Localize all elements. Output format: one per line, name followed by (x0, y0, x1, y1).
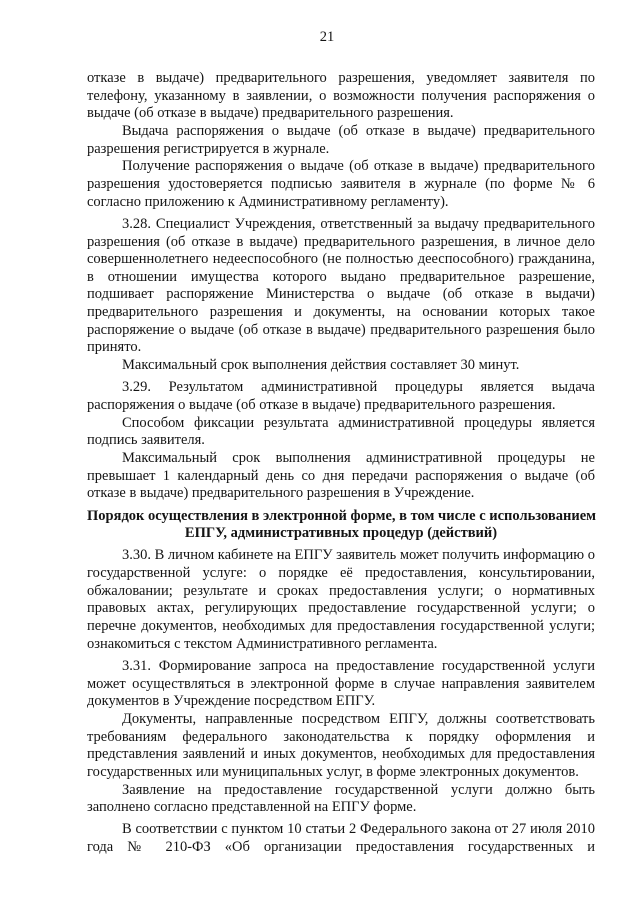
text-line: года № 210-ФЗ «Об организации предоставления государственных и (87, 839, 595, 856)
text-line: перечне документов, необходимых для предоставления государственной услуги; (87, 618, 595, 635)
text-line: государственных или муниципальных услуг, в форме электронных документов. (87, 763, 579, 780)
text-line: может осуществляться в электронной форме в случае направления заявителем (87, 675, 595, 692)
text-line: телефону, указанному в заявлении, о возможности получения распоряжения о (87, 87, 595, 104)
paragraph-3-29 (87, 379, 595, 414)
paragraph (87, 450, 595, 503)
text-line: превышает 1 календарный день со дня передачи распоряжения о выдаче (об (87, 467, 595, 484)
text-line: 3.30. В личном кабинете на ЕПГУ заявитель может получить информацию о (122, 547, 595, 564)
text-line: согласно приложению к Административному регламенту). (87, 193, 449, 210)
paragraph (87, 782, 595, 817)
text-line: в отношении имущества которого выдано предварительное разрешение, (87, 268, 595, 285)
section-heading (87, 508, 595, 543)
text-line: разрешения (об отказе в выдаче) предварительного разрешения, в личное дело (87, 233, 595, 250)
text-line: распоряжения о выдаче (об отказе в выдаче) предварительного разрешения. (87, 397, 556, 413)
text-line: обжаловании; результате и сроках предоставления услуги; о нормативных (87, 582, 595, 599)
page-number: 21 (319, 29, 335, 45)
text-line: совершеннолетнего недееспособного (не полностью дееспособного) гражданина, (87, 251, 595, 268)
text-line: документов в Учреждение посредством ЕПГУ. (87, 693, 376, 710)
paragraph (87, 123, 595, 158)
paragraph (87, 158, 595, 211)
text-line: 3.28. Специалист Учреждения, ответственный за выдачу предварительного (122, 215, 595, 232)
text-line: отказе в выдаче) предварительного разрешения в Учреждение. (87, 485, 475, 502)
text-line: разрешения удостоверяется подписью заявителя в журнале (по форме № 6 (87, 175, 595, 192)
paragraph (87, 711, 595, 782)
paragraph-3-30 (87, 547, 595, 653)
text-line: предварительного разрешения и документы, на основании которых такое (87, 304, 595, 321)
text-line: подпись заявителя. (87, 432, 205, 449)
text-line: правовых актах, регулирующих предоставление государственной услуги; о (87, 600, 595, 617)
text-line: Способом фиксации результата административной процедуры является (122, 414, 595, 431)
text-line: 3.29. Результатом административной процедуры является выдача (122, 379, 595, 396)
paragraph-continuation (87, 70, 595, 123)
text-line: отказе в выдаче) предварительного разрешения, уведомляет заявителя по (87, 70, 595, 86)
text-line: разрешения регистрируется в журнале. (87, 140, 330, 157)
text-line: распоряжение о выдаче (об отказе в выдаче) предварительного разрешения было (87, 321, 595, 338)
text-line: Документы, направленные посредством ЕПГУ, должны соответствовать (122, 710, 595, 727)
text-line: Получение распоряжения о выдаче (об отказе в выдаче) предварительного (122, 158, 595, 175)
text-line: подшивает распоряжение Министерства о выдаче (об отказе в выдачи) (87, 286, 595, 303)
text-line: Заявление на предоставление государственной услуги должно быть (122, 781, 595, 798)
text-line: 3.31. Формирование запроса на предоставление государственной услуги (122, 657, 595, 674)
text-line: государственной услуге: о порядке её предоставления, консультировании, (87, 565, 595, 582)
text-line: ознакомиться с текстом Административного регламента. (87, 635, 438, 652)
text-line: Максимальный срок выполнения действия составляет 30 минут. (122, 357, 520, 374)
paragraph-3-31 (87, 658, 595, 711)
text-line: принято. (87, 339, 142, 356)
paragraph-continues-next-page (87, 821, 595, 856)
page-body (87, 70, 595, 857)
text-line: заполнено согласно представленной на ЕПГУ форме. (87, 799, 417, 816)
paragraph (87, 357, 595, 375)
paragraph (87, 415, 595, 450)
text-line: В соответствии с пунктом 10 статьи 2 Федерального закона от 27 июля 2010 (122, 821, 595, 838)
text-line: Порядок осуществления в электронной форме, в том числе с использованием (87, 507, 597, 524)
text-line: Выдача распоряжения о выдаче (об отказе в выдаче) предварительного (122, 122, 595, 139)
text-line: требованиям федерального законодательства к порядку оформления и (87, 728, 595, 745)
text-line: представления заявлений и иных документов, необходимых для предоставления (87, 746, 595, 763)
text-line: выдаче (об отказе в выдаче) предварительного разрешения. (87, 105, 454, 122)
paragraph-3-28 (87, 216, 595, 357)
text-line: ЕПГУ, административных процедур (действий) (184, 525, 498, 542)
text-line: Максимальный срок выполнения административной процедуры не (122, 449, 595, 466)
